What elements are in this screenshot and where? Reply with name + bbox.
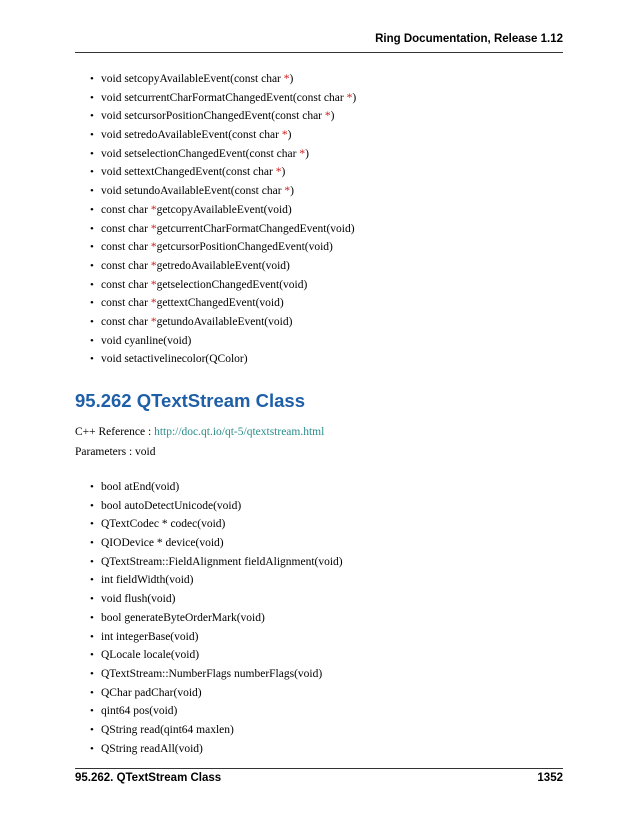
list-item: • void setcopyAvailableEvent(const char *) xyxy=(90,70,356,89)
list-item: • void flush(void) xyxy=(90,590,343,609)
bullet: • xyxy=(90,593,94,606)
list-item: • bool atEnd(void) xyxy=(90,478,343,497)
list-item: • QString readAll(void) xyxy=(90,740,343,759)
list-item: • QString read(qint64 maxlen) xyxy=(90,721,343,740)
list-item: • void setactivelinecolor(QColor) xyxy=(90,350,356,369)
bullet: • xyxy=(90,222,94,235)
list-item: • const char *getcursorPositionChangedEvent(void) xyxy=(90,238,356,257)
bullet: • xyxy=(90,203,94,216)
list-item: • void setselectionChangedEvent(const char *) xyxy=(90,145,356,164)
bullet: • xyxy=(90,91,94,104)
footer-section: 95.262. QTextStream Class xyxy=(75,772,222,784)
bullet: • xyxy=(90,574,94,587)
cpp-reference xyxy=(75,426,324,438)
bullet: • xyxy=(90,649,94,662)
list-item: • QTextStream::NumberFlags numberFlags(void) xyxy=(90,665,343,684)
bullet: • xyxy=(90,259,94,272)
list-item: • void setundoAvailableEvent(const char *) xyxy=(90,182,356,201)
list-item: • int integerBase(void) xyxy=(90,628,343,647)
bullet: • xyxy=(90,499,94,512)
list-item: • void cyanline(void) xyxy=(90,332,356,351)
list-item: • QLocale locale(void) xyxy=(90,646,343,665)
bullet: • xyxy=(90,297,94,310)
bullet: • xyxy=(90,129,94,142)
list-item: • QChar padChar(void) xyxy=(90,684,343,703)
reference-link[interactable]: http://doc.qt.io/qt-5/qtextstream.html xyxy=(154,426,325,438)
list-item: • const char *gettextChangedEvent(void) xyxy=(90,294,356,313)
qtextstream-method-list xyxy=(90,478,343,758)
list-item: • void setcursorPositionChangedEvent(const char *) xyxy=(90,107,356,126)
bullet: • xyxy=(90,537,94,550)
bullet: • xyxy=(90,315,94,328)
bullet: • xyxy=(90,147,94,160)
bullet: • xyxy=(90,686,94,699)
footer-rule xyxy=(75,768,563,769)
bullet: • xyxy=(90,110,94,123)
list-item: • const char *getundoAvailableEvent(void) xyxy=(90,313,356,332)
list-item: • const char *getselectionChangedEvent(void) xyxy=(90,276,356,295)
list-item: • const char *getredoAvailableEvent(void) xyxy=(90,257,356,276)
bullet: • xyxy=(90,723,94,736)
bullet: • xyxy=(90,705,94,718)
bullet: • xyxy=(90,555,94,568)
bullet: • xyxy=(90,73,94,85)
list-item: • const char *getcopyAvailableEvent(void) xyxy=(90,201,356,220)
bullet: • xyxy=(90,334,94,347)
bullet: • xyxy=(90,481,94,493)
bullet: • xyxy=(90,611,94,624)
page-footer xyxy=(75,772,563,788)
bullet: • xyxy=(90,278,94,291)
bullet: • xyxy=(90,166,94,179)
list-item: • int fieldWidth(void) xyxy=(90,571,343,590)
page-header: Ring Documentation, Release 1.12 xyxy=(375,33,563,45)
list-item: • void setredoAvailableEvent(const char *) xyxy=(90,126,356,145)
section-heading: 95.262 QTextStream Class xyxy=(75,390,306,411)
bullet: • xyxy=(90,630,94,643)
parameters-line: Parameters : void xyxy=(75,446,156,458)
list-item: • QTextCodec * codec(void) xyxy=(90,515,343,534)
bullet: • xyxy=(90,667,94,680)
list-item: • QTextStream::FieldAlignment fieldAlignment(void) xyxy=(90,553,343,572)
list-item: • const char *getcurrentCharFormatChangedEvent(void) xyxy=(90,220,356,239)
page-number: 1352 xyxy=(537,772,563,784)
header-rule xyxy=(75,52,563,53)
event-method-list xyxy=(90,70,356,369)
list-item: • bool generateByteOrderMark(void) xyxy=(90,609,343,628)
list-item: • QIODevice * device(void) xyxy=(90,534,343,553)
bullet: • xyxy=(90,742,94,755)
bullet: • xyxy=(90,353,94,366)
reference-label: C++ Reference : xyxy=(75,426,155,438)
list-item: • void setcurrentCharFormatChangedEvent(const char *) xyxy=(90,89,356,108)
list-item: • void settextChangedEvent(const char *) xyxy=(90,163,356,182)
bullet: • xyxy=(90,241,94,254)
list-item: • qint64 pos(void) xyxy=(90,702,343,721)
list-item: • bool autoDetectUnicode(void) xyxy=(90,497,343,516)
bullet: • xyxy=(90,518,94,531)
bullet: • xyxy=(90,185,94,198)
